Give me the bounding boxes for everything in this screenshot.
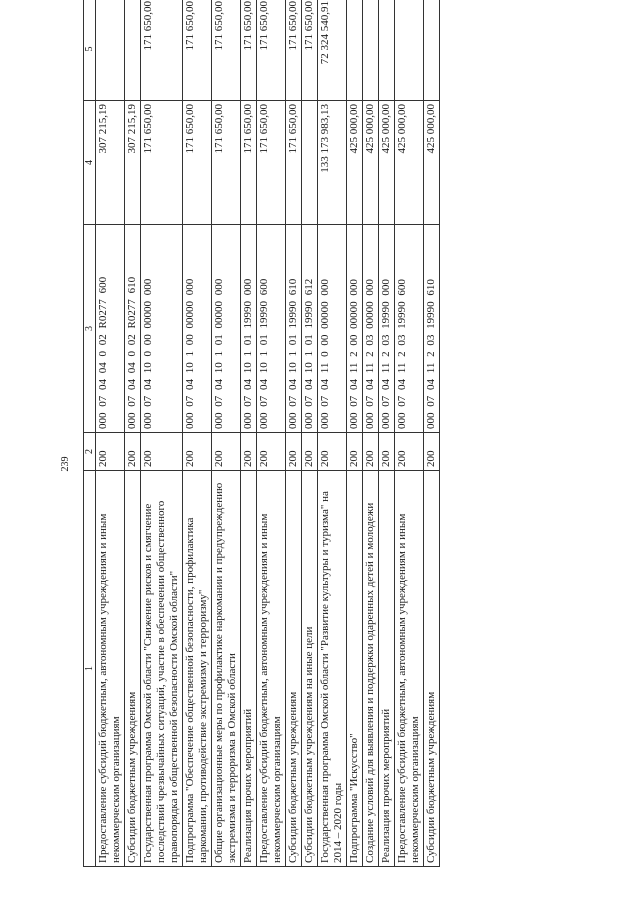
row-classifier-cell: 000 07 04 04 0 02 R0277 610 [125,225,141,433]
row-amount-total-cell [302,101,318,225]
row-amount-total-cell: 171 650,00 [183,101,212,225]
row-amount-federal-cell [379,0,395,101]
table-row [379,0,395,867]
table-row [424,0,440,867]
table-row [318,0,347,867]
row-code-cell: 200 [212,433,241,471]
row-classifier-cell: 000 07 04 10 1 01 00000 000 [212,225,241,433]
row-code-cell: 200 [96,433,125,471]
row-code-cell: 200 [347,433,363,471]
table-body [84,0,440,867]
row-amount-total-cell: 171 650,00 [241,101,257,225]
row-amount-federal-cell: 72 324 540,91 [318,0,347,101]
row-amount-total-cell: 133 173 983,13 [318,101,347,225]
table-row [183,0,212,867]
row-classifier-cell: 000 07 04 10 1 01 19990 000 [241,225,257,433]
row-code-cell: 200 [395,433,424,471]
row-amount-total-cell: 425 000,00 [424,101,440,225]
table-row [302,0,318,867]
row-classifier-cell: 000 07 04 11 2 03 00000 000 [363,225,379,433]
row-amount-federal-cell [363,0,379,101]
row-amount-total-cell: 171 650,00 [141,101,183,225]
row-amount-total-cell: 171 650,00 [286,101,302,225]
row-name-cell: Подпрограмма "Обеспечение общественной безопасности, профилактика наркомании, противодействие экстремизму и терроризму" [183,471,212,867]
row-code-cell: 200 [241,433,257,471]
row-amount-total-cell: 425 000,00 [395,101,424,225]
table-row [347,0,363,867]
row-name-cell: Предоставление субсидий бюджетным, автономным учреждениям и иным некоммерческим организациям [395,471,424,867]
row-amount-federal-cell: 171 650,00 [257,0,286,101]
row-code-cell: 200 [257,433,286,471]
row-code-cell: 200 [363,433,379,471]
row-name-cell: Реализация прочих мероприятий [379,471,395,867]
row-code-cell: 200 [318,433,347,471]
row-amount-total-cell: 425 000,00 [363,101,379,225]
table-row [125,0,141,867]
row-code-cell: 200 [141,433,183,471]
row-amount-federal-cell: 171 650,00 [286,0,302,101]
row-name-cell: Предоставление субсидий бюджетным, автономным учреждениям и иным некоммерческим организациям [257,471,286,867]
header-cell-3: 3 [84,225,96,433]
row-amount-total-cell: 171 650,00 [257,101,286,225]
row-amount-total-cell: 425 000,00 [347,101,363,225]
table-row [363,0,379,867]
table-row [241,0,257,867]
row-amount-federal-cell: 171 650,00 [183,0,212,101]
row-amount-federal-cell: 171 650,00 [212,0,241,101]
row-amount-federal-cell [125,0,141,101]
row-classifier-cell: 000 07 04 10 1 01 19990 610 [286,225,302,433]
header-cell-2: 2 [84,433,96,471]
table-row [257,0,286,867]
row-code-cell: 200 [302,433,318,471]
page-number: 239 [60,456,71,472]
row-name-cell: Государственная программа Омской области "Снижение рисков и смягчение последствий чрезвычайных ситуаций, участие в обеспечении общественного правопорядка и общественной безопасности Омской области" [141,471,183,867]
row-code-cell: 200 [379,433,395,471]
row-amount-total-cell: 307 215,19 [125,101,141,225]
row-code-cell: 200 [424,433,440,471]
row-amount-total-cell: 307 215,19 [96,101,125,225]
table-row [96,0,125,867]
row-amount-federal-cell [347,0,363,101]
row-amount-federal-cell [424,0,440,101]
table-row [141,0,183,867]
table-row [395,0,424,867]
row-classifier-cell: 000 07 04 11 2 03 19990 000 [379,225,395,433]
row-amount-federal-cell: 171 650,00 [302,0,318,101]
row-classifier-cell: 000 07 04 04 0 02 R0277 600 [96,225,125,433]
header-cell-1: 1 [84,471,96,867]
row-classifier-cell: 000 07 04 11 2 03 19990 600 [395,225,424,433]
row-name-cell: Реализация прочих мероприятий [241,471,257,867]
row-classifier-cell: 000 07 04 11 2 00 00000 000 [347,225,363,433]
row-amount-total-cell: 171 650,00 [212,101,241,225]
row-classifier-cell: 000 07 04 10 1 01 19990 612 [302,225,318,433]
row-code-cell: 200 [286,433,302,471]
row-name-cell: Субсидии бюджетным учреждениям [286,471,302,867]
rotated-page [83,0,583,867]
row-amount-total-cell: 425 000,00 [379,101,395,225]
row-classifier-cell: 000 07 04 10 1 00 00000 000 [183,225,212,433]
row-name-cell: Субсидии бюджетным учреждениям [424,471,440,867]
table-row [286,0,302,867]
table-header-row [84,0,96,867]
row-name-cell: Общие организационные меры по профилактике наркомании и предупреждению экстремизма и терроризма в Омской области [212,471,241,867]
row-name-cell: Предоставление субсидий бюджетным, автономным учреждениям и иным некоммерческим организациям [96,471,125,867]
row-code-cell: 200 [183,433,212,471]
row-amount-federal-cell [96,0,125,101]
row-classifier-cell: 000 07 04 10 0 00 00000 000 [141,225,183,433]
row-name-cell: Субсидии бюджетным учреждениям [125,471,141,867]
table-row [212,0,241,867]
row-name-cell: Государственная программа Омской области "Развитие культуры и туризма" на 2014 – 2020 годы [318,471,347,867]
row-amount-federal-cell: 171 650,00 [141,0,183,101]
row-amount-federal-cell: 171 650,00 [241,0,257,101]
row-name-cell: Создание условий для выявления и поддержки одаренных детей и молодежи [363,471,379,867]
header-cell-4: 4 [84,101,96,225]
row-classifier-cell: 000 07 04 11 2 03 19990 610 [424,225,440,433]
row-classifier-cell: 000 07 04 11 0 00 00000 000 [318,225,347,433]
row-name-cell: Подпрограмма "Искусство" [347,471,363,867]
row-classifier-cell: 000 07 04 10 1 01 19990 600 [257,225,286,433]
row-amount-federal-cell [395,0,424,101]
row-code-cell: 200 [125,433,141,471]
row-name-cell: Субсидии бюджетным учреждениям на иные цели [302,471,318,867]
budget-table [83,0,440,867]
header-cell-5: 5 [84,0,96,101]
